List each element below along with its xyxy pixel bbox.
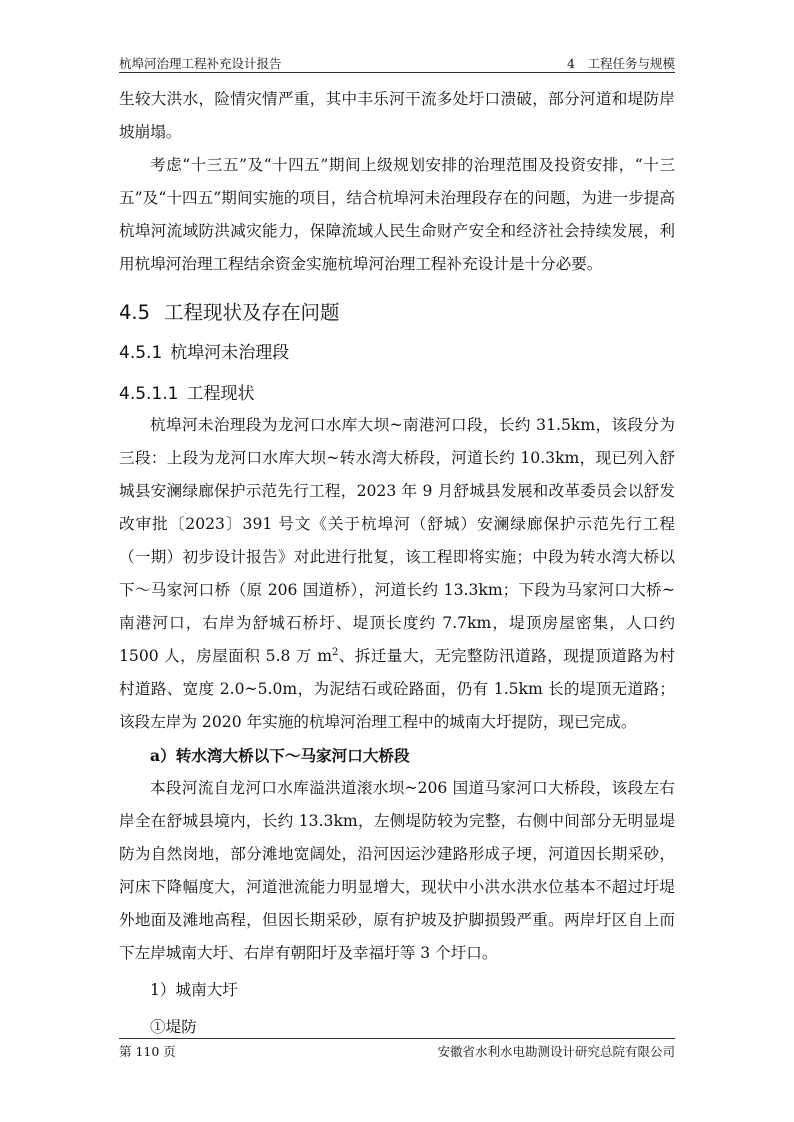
status-text-part-1: 杭埠河未治理段为龙河口水库大坝~南港河口段，长约 31.5km，该段分为三段：上段为龙河口水库大坝~转水湾大桥段，河道长约 10.3km，现已列入舒城县安澜绿廊保护示范先行工程，2023 年 9 月舒城县发展和改革委员会以舒发改审批〔2023〕391 号文《关于杭埠河（舒城）安澜绿廊保护示范先行工程（一期）初步设计报告》对此进行批复，该工程即将实施；中段为转水湾大桥以下～马家河口桥（原 206 国道桥），河道长约 13.3km；下段为马家河口大桥~南港河口，右岸为舒城石桥圩、堤顶长度约 7.7km，堤顶房屋密集，人口约 1500 人，房屋面积 5.8 万 m — [119, 416, 675, 665]
header-chapter-title: 4 工程任务与规模 — [567, 56, 675, 71]
status-text-part-2: 、拆迁量大，无完整防汛道路，现提顶道路为村村道路、宽度 2.0~5.0m，为泥结石或砼路面，仍有 1.5km 长的堤顶无道路；该段左岸为 2020 年实施的杭埠河治理工程中的城南大圩提防，现已完成。 — [119, 647, 675, 731]
paragraph-middle-section: 本段河流自龙河口水库溢洪道滚水坝~206 国道马家河口大桥段，该段左右岸全在舒城县境内，长约 13.3km，左侧堤防较为完整，右侧中间部分无明显堤防为自然岗地，部分滩地宽阔处，沿河因运沙建路形成子埂，河道因长期采砂，河床下降幅度大，河道泄流能力明显增大，现状中小洪水洪水位基本不超过圩堤外地面及滩地高程，但因长期采砂，原有护坡及护脚损毁严重。两岸圩区自上而下左岸城南大圩、右岸有朝阳圩及幸福圩等 3 个圩口。 — [119, 779, 675, 962]
section-number: 4.5.1 — [119, 343, 163, 363]
organization-name: 安徽省水利水电勘测设计研究总院有限公司 — [437, 1044, 675, 1059]
paragraph-necessity: 考虑“十三五”及“十四五”期间上级规划安排的治理范围及投资安排，“十三五”及“十四五”期间实施的项目，结合杭埠河未治理段存在的问题，为进一步提高杭埠河流域防洪减灾能力，保障流域人民生命财产安全和经济社会持续发展，利用杭埠河治理工程结余资金实施杭埠河治理工程补充设计是十分必要。 — [119, 156, 675, 273]
section-title: 工程现状及存在问题 — [164, 301, 340, 324]
page-body — [119, 83, 675, 1044]
list-item-chengnan-dayu: 1）城南大圩 — [150, 981, 238, 999]
footer-divider — [119, 1038, 675, 1039]
header-divider — [119, 72, 675, 73]
subsection-heading-a: a）转水湾大桥以下～马家河口大桥段 — [150, 746, 410, 765]
paragraph-continuation: 生较大洪水，险情灾情严重，其中丰乐河干流多处圩口溃破，部分河道和堤防岸坡崩塌。 — [119, 90, 675, 141]
section-heading-4-5 — [119, 300, 675, 326]
page-header — [119, 52, 675, 74]
section-heading-4-5-1-1 — [119, 381, 675, 407]
section-number: 4.5.1.1 — [119, 384, 179, 404]
section-heading-4-5-1 — [119, 340, 675, 366]
header-report-title: 杭埠河治理工程补充设计报告 — [119, 56, 282, 71]
list-item-embankment: ①堤防 — [150, 1018, 197, 1036]
section-title: 杭埠河未治理段 — [170, 343, 290, 363]
section-title: 工程现状 — [186, 384, 255, 404]
superscript-2: 2 — [332, 646, 339, 658]
paragraph-current-status — [119, 409, 675, 739]
page-number: 第 110 页 — [119, 1044, 176, 1059]
section-number: 4.5 — [119, 301, 151, 324]
